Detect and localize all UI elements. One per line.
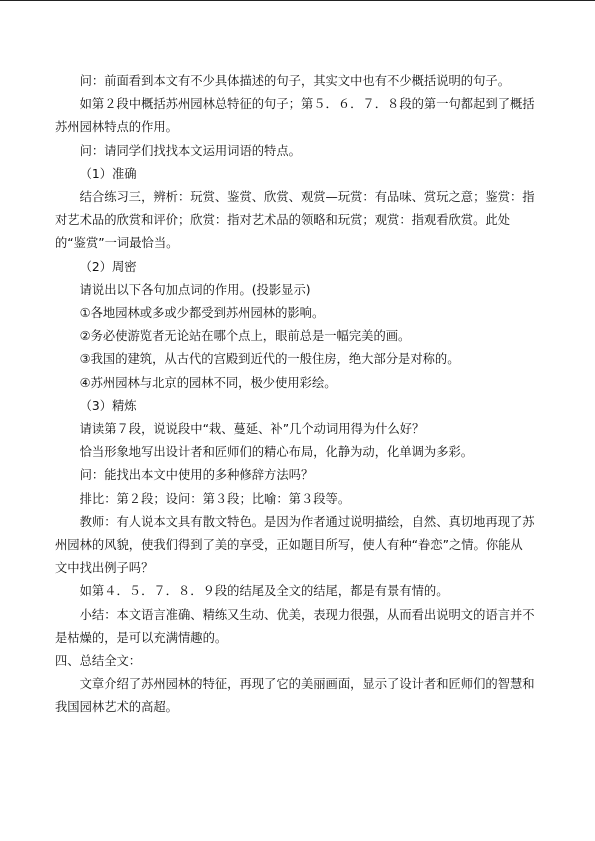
paragraph: 问：请同学们找找本文运用词语的特点。: [79, 143, 301, 158]
section-heading: （2）周密: [79, 259, 137, 274]
list-item: ③我国的建筑，从古代的宫殿到近代的一般住房，绝大部分是对称的。: [79, 352, 460, 367]
paragraph: 恰当形象地写出设计者和匠师们的精心布局，化静为动，化单调为多彩。: [79, 445, 474, 460]
list-item: ②务必使游览者无论站在哪个点上，眼前总是一幅完美的画。: [79, 329, 411, 344]
section-heading: （1）准确: [79, 166, 137, 181]
paragraph: 如第２段中概括苏州园林总特征的句子；第５．６．７．８段的第一句都起到了概括苏州园林特点的作用。: [55, 97, 535, 135]
top-border-line: [0, 0, 595, 1]
paragraph: 请读第７段，说说段中“栽、蔓延、补”几个动词用得为什么好？: [79, 422, 425, 437]
paragraph: 问：能找出本文中使用的多种修辞方法吗？: [79, 468, 314, 483]
paragraph: 问：前面看到本文有不少具体描述的句子，其实文中也有不少概括说明的句子。: [79, 74, 510, 88]
section-heading: （3）精炼: [79, 398, 137, 413]
list-item: ①各地园林或多或少都受到苏州园林的影响。: [79, 306, 325, 321]
conclusion-paragraph: 文章介绍了苏州园林的特征，再现了它的美丽画面，显示了设计者和匠师们的智慧和我国园林艺术的高超。: [55, 677, 535, 715]
paragraph: 如第４．５．７．８．９段的结尾及全文的结尾，都是有景有情的。: [79, 584, 449, 599]
summary-paragraph: 小结：本文语言准确、精练又生动、优美，表现力很强，从而看出说明文的语言并不是枯燥的，是可以充满情趣的。: [55, 607, 535, 645]
paragraph: 请说出以下各句加点词的作用。(投影显示): [79, 282, 311, 297]
paragraph: 教师：有人说本文具有散文特色。是因为作者通过说明描绘，自然、真切地再现了苏州园林的风貌，使我们得到了美的享受，正如题目所写，使人有种“眷恋”之情。你能从文中找出例子吗？: [55, 514, 535, 576]
lesson-body: [55, 70, 535, 720]
list-item: ④苏州园林与北京的园林不同，极少使用彩绘。: [79, 375, 337, 390]
paragraph: 结合练习三，辨析：玩赏、鉴赏、欣赏、观赏—玩赏：有品味、赏玩之意；鉴赏：指对艺术品的欣赏和评价；欣赏：指对艺术品的领略和玩赏；观赏：指观看欣赏。此处的“鉴赏”一词最恰当。: [55, 190, 535, 251]
paragraph: 排比：第２段；设问：第３段；比喻：第３段等。: [79, 491, 351, 506]
part-heading: 四、总结全文：: [55, 654, 142, 669]
